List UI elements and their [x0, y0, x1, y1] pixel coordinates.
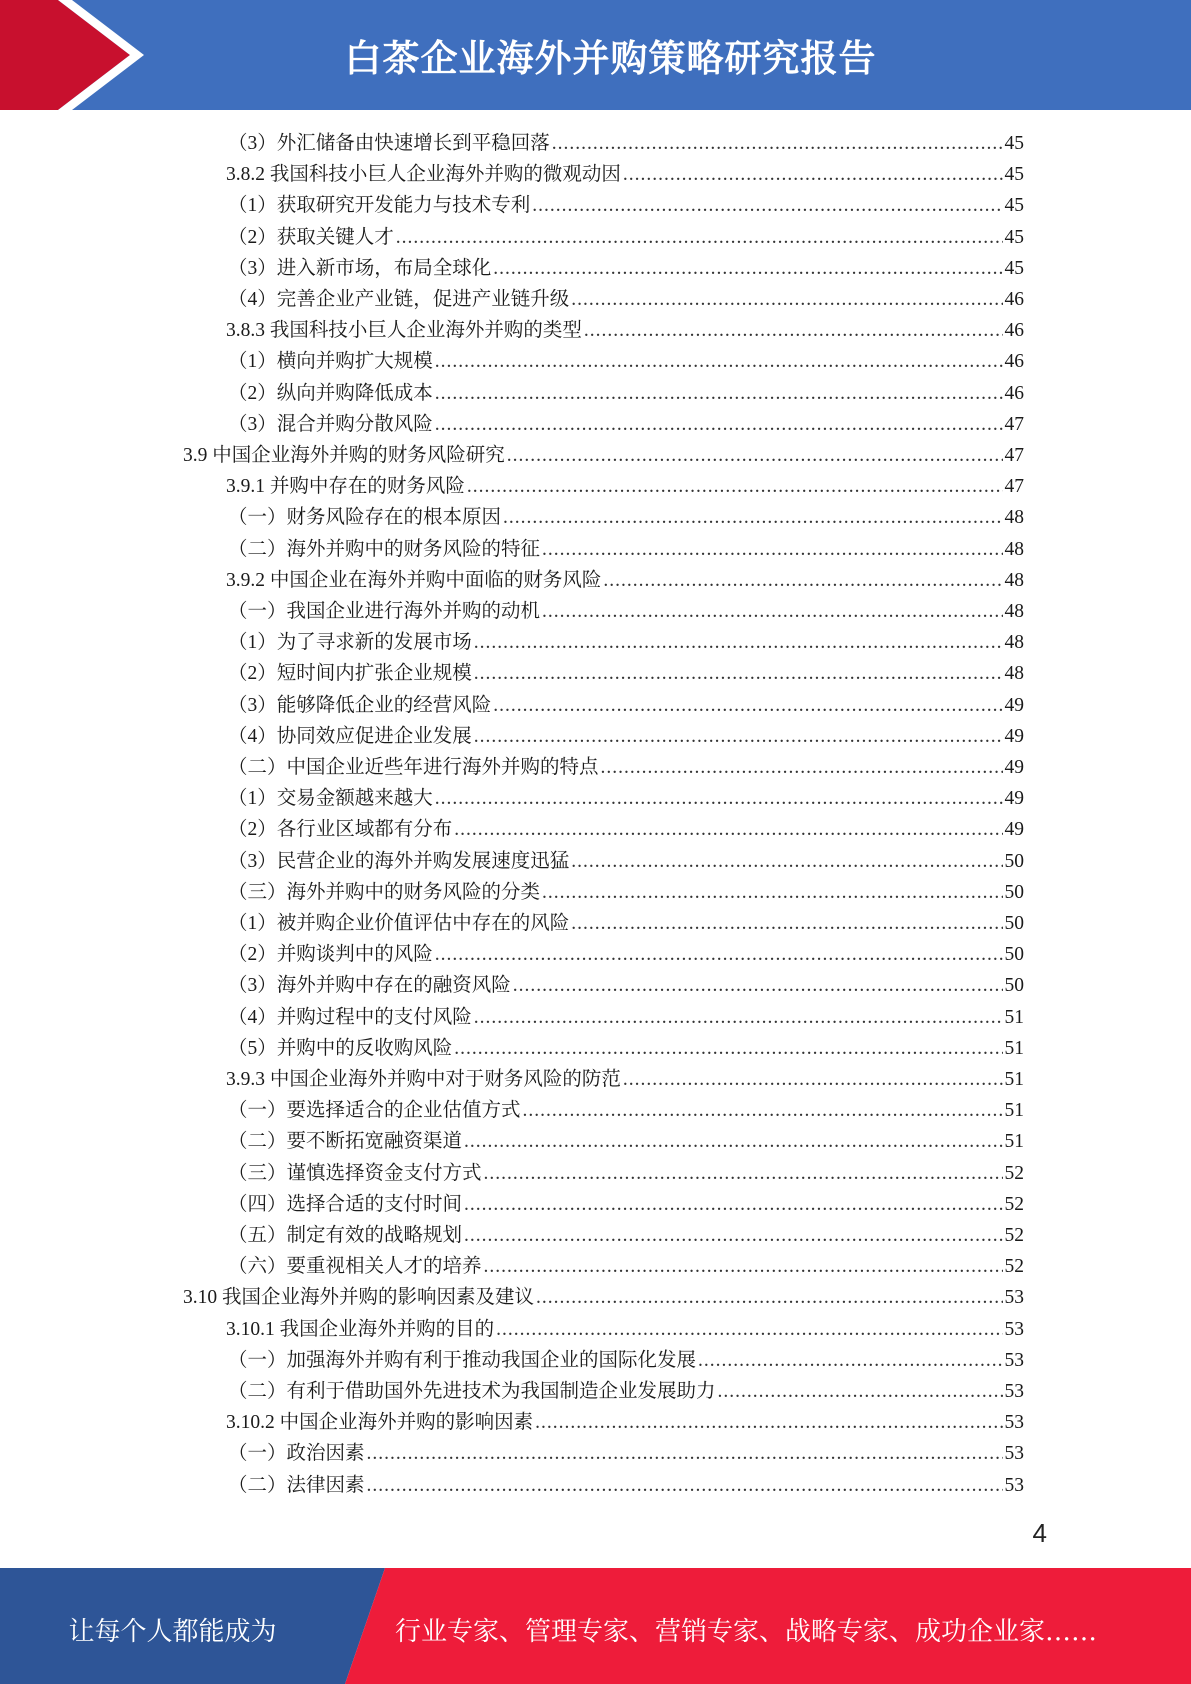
toc-entry-page: 46 — [1004, 320, 1024, 342]
toc-entry[interactable] — [228, 1158, 1024, 1189]
toc-entry-title: 3.8.3 我国科技小巨人企业海外并购的类型 — [226, 320, 582, 342]
toc-dot-leader — [454, 1033, 1002, 1064]
toc-entry-page: 50 — [1004, 913, 1024, 934]
toc-entry[interactable] — [228, 346, 1024, 377]
toc-entry-title: （3）进入新市场，布局全球化 — [228, 257, 492, 279]
toc-entry[interactable] — [228, 939, 1024, 970]
toc-entry-title: （二）海外并购中的财务风险的特征 — [228, 538, 541, 560]
toc-dot-leader — [571, 284, 1002, 315]
toc-dot-leader — [464, 1220, 1002, 1251]
toc-entry-page: 45 — [1004, 257, 1024, 279]
toc-entry[interactable] — [183, 1282, 1024, 1313]
toc-entry-page: 49 — [1004, 819, 1024, 841]
toc-entry-page: 52 — [1004, 1225, 1024, 1246]
toc-entry-page: 48 — [1004, 601, 1024, 622]
toc-entry[interactable] — [228, 1345, 1024, 1376]
toc-entry[interactable] — [228, 190, 1024, 221]
toc-entry-title: （五）制定有效的战略规划 — [228, 1225, 463, 1246]
toc-dot-leader — [435, 939, 1003, 970]
toc-dot-leader — [496, 1314, 1002, 1345]
toc-entry-page: 45 — [1004, 133, 1024, 154]
toc-entry[interactable] — [228, 690, 1024, 721]
toc-dot-leader — [435, 346, 1003, 377]
toc-dot-leader — [718, 1376, 1003, 1407]
toc-entry[interactable] — [228, 1189, 1024, 1220]
toc-entry-title: （二）法律因素 — [228, 1474, 365, 1496]
toc-dot-leader — [493, 690, 1002, 721]
toc-entry[interactable] — [228, 1376, 1024, 1407]
toc-entry-page: 53 — [1004, 1287, 1024, 1309]
toc-entry-page: 49 — [1004, 757, 1024, 778]
toc-entry[interactable] — [228, 1251, 1024, 1282]
toc-entry-title: 3.10.1 我国企业海外并购的目的 — [226, 1318, 495, 1340]
toc-entry-page: 46 — [1004, 351, 1024, 373]
toc-entry-page: 51 — [1004, 1006, 1024, 1028]
toc-dot-leader — [435, 378, 1003, 409]
toc-entry[interactable] — [228, 1095, 1024, 1126]
toc-dot-leader — [601, 752, 1003, 783]
toc-entry-page: 50 — [1004, 944, 1024, 966]
toc-entry-page: 45 — [1004, 195, 1024, 217]
toc-entry-title: （2）并购谈判中的风险 — [228, 944, 433, 966]
toc-dot-leader — [464, 1189, 1002, 1220]
toc-dot-leader — [467, 471, 1003, 502]
toc-entry-title: （3）外汇储备由快速增长到平稳回落 — [228, 133, 550, 154]
toc-entry-title: （二）要不断拓宽融资渠道 — [228, 1131, 463, 1153]
toc-entry-page: 51 — [1004, 1037, 1024, 1059]
toc-entry-page: 48 — [1004, 632, 1024, 654]
toc-entry[interactable] — [226, 565, 1024, 596]
toc-entry-page: 49 — [1004, 788, 1024, 810]
toc-dot-leader — [603, 565, 1002, 596]
toc-entry[interactable] — [228, 409, 1024, 440]
toc-dot-leader — [474, 627, 1003, 658]
toc-entry-page: 48 — [1004, 569, 1024, 591]
toc-entry-page: 48 — [1004, 507, 1024, 529]
toc-entry-title: （一）加强海外并购有利于推动我国企业的国际化发展 — [228, 1349, 697, 1371]
toc-entry-title: （4）并购过程中的支付风险 — [228, 1006, 472, 1028]
toc-entry-page: 51 — [1004, 1131, 1024, 1153]
toc-entry[interactable] — [228, 1126, 1024, 1157]
toc-entry-page: 53 — [1004, 1412, 1024, 1434]
toc-entry-page: 45 — [1004, 164, 1024, 186]
toc-entry-title: （2）纵向并购降低成本 — [228, 382, 433, 404]
toc-entry-page: 52 — [1004, 1193, 1024, 1215]
toc-dot-leader — [484, 1251, 1003, 1282]
toc-entry-title: （3）海外并购中存在的融资风险 — [228, 975, 511, 997]
toc-dot-leader — [503, 502, 1002, 533]
toc-entry-page: 53 — [1004, 1381, 1024, 1402]
toc-entry[interactable] — [228, 1438, 1024, 1469]
toc-entry-page: 52 — [1004, 1162, 1024, 1184]
toc-entry[interactable] — [228, 1002, 1024, 1033]
toc-entry-title: 3.9.3 中国企业海外并购中对于财务风险的防范 — [226, 1069, 621, 1090]
toc-entry-title: 3.10.2 中国企业海外并购的影响因素 — [226, 1412, 534, 1434]
toc-dot-leader — [367, 1470, 1003, 1501]
toc-entry-page: 47 — [1004, 476, 1024, 498]
toc-entry-title: （1）获取研究开发能力与技术专利 — [228, 195, 531, 217]
toc-entry[interactable] — [183, 440, 1024, 471]
toc-entry-page: 47 — [1004, 413, 1024, 435]
toc-dot-leader — [532, 190, 1002, 221]
toc-entry-page: 53 — [1004, 1474, 1024, 1496]
toc-entry-title: 3.9.1 并购中存在的财务风险 — [226, 476, 465, 498]
toc-entry-title: （三）海外并购中的财务风险的分类 — [228, 881, 541, 903]
toc-entry-page: 47 — [1004, 445, 1024, 466]
toc-entry[interactable] — [226, 1407, 1024, 1438]
toc-entry[interactable] — [228, 253, 1024, 284]
toc-entry[interactable] — [228, 752, 1024, 783]
footer-slogan-right: 行业专家、管理专家、营销专家、战略专家、成功企业家…… — [395, 1616, 1098, 1647]
toc-entry[interactable] — [228, 846, 1024, 877]
toc-dot-leader — [535, 1407, 1002, 1438]
toc-entry-title: （四）选择合适的支付时间 — [228, 1193, 463, 1215]
toc-entry-title: （一）财务风险存在的根本原因 — [228, 507, 502, 529]
footer-slogan-left: 让每个人都能成为 — [68, 1616, 277, 1647]
toc-entry[interactable] — [228, 1033, 1024, 1064]
toc-entry-title: （2）各行业区域都有分布 — [228, 819, 453, 841]
toc-entry[interactable] — [228, 1220, 1024, 1251]
toc-entry-title: （3）民营企业的海外并购发展速度迅猛 — [228, 850, 570, 872]
toc-entry[interactable] — [226, 1314, 1024, 1345]
toc-entry[interactable] — [226, 159, 1024, 190]
toc-entry-title: （4）完善企业产业链，促进产业链升级 — [228, 289, 570, 310]
toc-entry[interactable] — [228, 908, 1024, 939]
toc-entry-title: （二）中国企业近些年进行海外并购的特点 — [228, 757, 599, 778]
toc-dot-leader — [367, 1438, 1003, 1469]
toc-entry-page: 51 — [1004, 1069, 1024, 1090]
toc-entry-page: 53 — [1004, 1443, 1024, 1465]
toc-entry[interactable] — [228, 627, 1024, 658]
toc-dot-leader — [542, 596, 1002, 627]
header-arrow-decoration — [0, 0, 150, 110]
toc-entry-title: 3.9.2 中国企业在海外并购中面临的财务风险 — [226, 569, 602, 591]
toc-entry-title: （2）获取关键人才 — [228, 226, 394, 248]
toc-dot-leader — [623, 159, 1003, 190]
toc-dot-leader — [542, 877, 1002, 908]
toc-entry[interactable] — [228, 284, 1024, 315]
toc-dot-leader — [435, 783, 1003, 814]
toc-dot-leader — [584, 315, 1003, 346]
toc-entry[interactable] — [228, 502, 1024, 533]
toc-dot-leader — [571, 908, 1002, 939]
toc-entry-page: 53 — [1004, 1349, 1024, 1371]
toc-entry-title: （3）混合并购分散风险 — [228, 413, 433, 435]
toc-entry-page: 49 — [1004, 725, 1024, 747]
toc-entry[interactable] — [228, 877, 1024, 908]
toc-entry-title: （1）为了寻求新的发展市场 — [228, 632, 472, 654]
toc-entry[interactable] — [228, 970, 1024, 1001]
toc-entry-title: 3.10 我国企业海外并购的影响因素及建议 — [183, 1287, 535, 1309]
toc-entry[interactable] — [228, 222, 1024, 253]
toc-entry[interactable] — [228, 1470, 1024, 1501]
toc-entry-page: 48 — [1004, 663, 1024, 685]
document-title: 白茶企业海外并购策略研究报告 — [344, 37, 877, 80]
toc-dot-leader — [474, 1002, 1003, 1033]
toc-entry[interactable] — [228, 814, 1024, 845]
toc-entry-page: 53 — [1004, 1318, 1024, 1340]
toc-entry-page: 45 — [1004, 226, 1024, 248]
toc-entry[interactable] — [228, 378, 1024, 409]
toc-entry[interactable] — [226, 315, 1024, 346]
toc-dot-leader — [542, 534, 1002, 565]
toc-dot-leader — [552, 128, 1003, 159]
toc-dot-leader — [454, 814, 1002, 845]
header-banner — [0, 0, 1191, 110]
toc-entry-page: 51 — [1004, 1100, 1024, 1122]
toc-entry[interactable] — [228, 658, 1024, 689]
toc-entry-title: （5）并购中的反收购风险 — [228, 1037, 453, 1059]
toc-dot-leader — [435, 409, 1003, 440]
toc-entry-title: （二）有利于借助国外先进技术为我国制造企业发展助力 — [228, 1381, 716, 1402]
toc-entry[interactable] — [226, 471, 1024, 502]
toc-dot-leader — [536, 1282, 1002, 1313]
toc-entry-page: 49 — [1004, 694, 1024, 716]
toc-entry-title: （三）谨慎选择资金支付方式 — [228, 1162, 482, 1184]
toc-entry-page: 50 — [1004, 975, 1024, 997]
toc-entry-page: 46 — [1004, 382, 1024, 404]
toc-dot-leader — [513, 970, 1003, 1001]
toc-entry[interactable] — [228, 721, 1024, 752]
toc-entry-title: （1）交易金额越来越大 — [228, 788, 433, 810]
toc-entry-title: （1）被并购企业价值评估中存在的风险 — [228, 913, 570, 934]
toc-entry-page: 46 — [1004, 289, 1024, 310]
footer-banner — [0, 1568, 1191, 1684]
page-number: 4 — [1032, 1518, 1047, 1548]
toc-dot-leader — [493, 253, 1002, 284]
toc-dot-leader — [623, 1064, 1003, 1095]
toc-entry-page: 48 — [1004, 538, 1024, 560]
toc-dot-leader — [396, 222, 1003, 253]
toc-entry-title: （一）我国企业进行海外并购的动机 — [228, 601, 541, 622]
toc-entry-page: 50 — [1004, 850, 1024, 872]
toc-dot-leader — [507, 440, 1003, 471]
toc-dot-leader — [484, 1158, 1003, 1189]
toc-entry[interactable] — [228, 596, 1024, 627]
toc-entry[interactable] — [228, 534, 1024, 565]
toc-entry-title: （一）要选择适合的企业估值方式 — [228, 1100, 521, 1122]
toc-entry[interactable] — [228, 128, 1024, 159]
toc-entry-title: 3.9 中国企业海外并购的财务风险研究 — [183, 445, 505, 466]
toc-dot-leader — [474, 658, 1003, 689]
toc-entry-title: （4）协同效应促进企业发展 — [228, 725, 472, 747]
toc-dot-leader — [474, 721, 1003, 752]
toc-dot-leader — [464, 1126, 1002, 1157]
toc-dot-leader — [698, 1345, 1002, 1376]
toc-entry-title: （1）横向并购扩大规模 — [228, 351, 433, 373]
toc-entry-page: 50 — [1004, 881, 1024, 903]
toc-entry[interactable] — [226, 1064, 1024, 1095]
toc-entry-title: （3）能够降低企业的经营风险 — [228, 694, 492, 716]
toc-dot-leader — [523, 1095, 1003, 1126]
toc-entry-title: 3.8.2 我国科技小巨人企业海外并购的微观动因 — [226, 164, 621, 186]
toc-entry[interactable] — [228, 783, 1024, 814]
toc-entry-title: （六）要重视相关人才的培养 — [228, 1256, 482, 1278]
toc-entry-page: 52 — [1004, 1256, 1024, 1278]
toc-entry-title: （一）政治因素 — [228, 1443, 365, 1465]
toc-dot-leader — [571, 846, 1002, 877]
toc-entry-title: （2）短时间内扩张企业规模 — [228, 663, 472, 685]
